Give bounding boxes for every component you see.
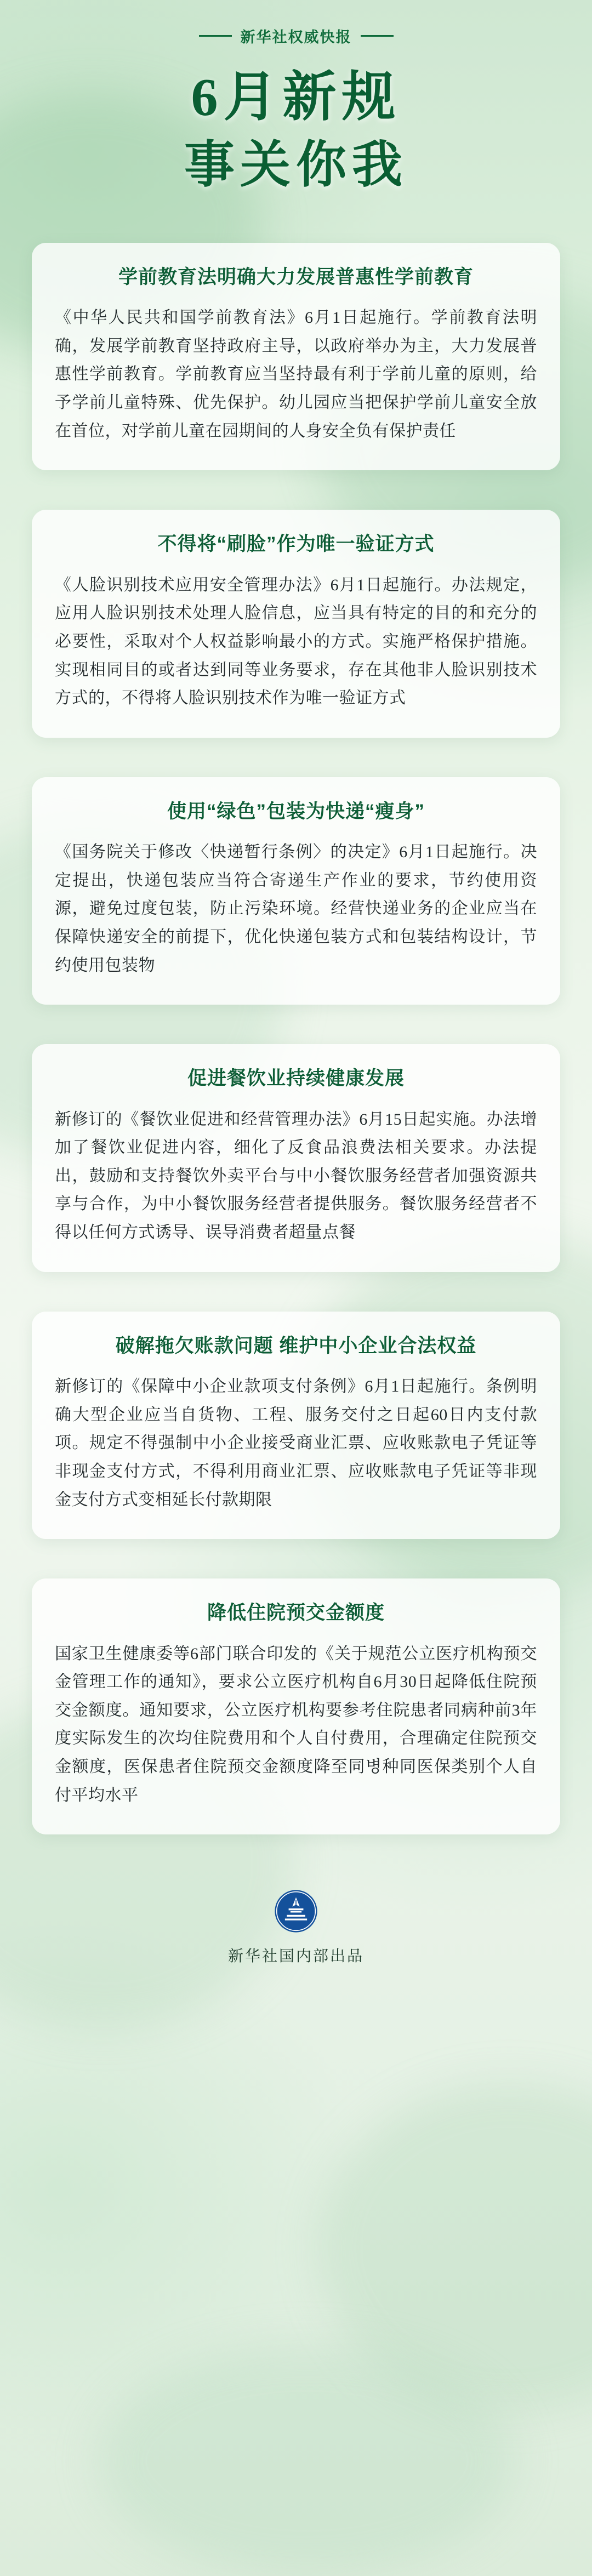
card-body: 《国务院关于修改〈快递暂行条例〉的决定》6月1日起施行。决定提出，快递包装应当符合寄递生产作业的要求，节约使用资源，避免过度包装，防止污染环境。经营快递业务的企业应当在保障快递安全的前提下，优化快递包装方式和包装结构设计，节约使用包装物: [55, 843, 537, 974]
card-title: 学前教育法明确大力发展普惠性学前教育: [118, 266, 474, 288]
card-body: 国家卫生健康委等6部门联合印发的《关于规范公立医疗机构预交金管理工作的通知》，要求公立医疗机构自6月30日起降低住院预交金额度。通知要求，公立医疗机构要参考住院患者同病种前3年度实际发生的次均住院费用和个人自付费用，合理确定住院预交金额度，医保患者住院预交金额度降至同병种同医保类别个人自付平均水平: [55, 1644, 537, 1804]
footer-credit: 新华社国内部出品: [227, 1947, 364, 1965]
card-list: [0, 243, 592, 1834]
page-title: [0, 65, 592, 196]
card-title: 降低住院预交金额度: [207, 1602, 385, 1624]
card-title: 使用“绿色”包装为快递“瘦身”: [167, 800, 425, 822]
title-line-2: 事关你我: [184, 136, 408, 193]
xinhua-emblem-icon: [273, 1888, 319, 1934]
card-title: 破解拖欠账款问题 维护中小企业合法权益: [115, 1335, 477, 1357]
decorative-wash: [318, 2083, 592, 2412]
card-body: 新修订的《保障中小企业款项支付条例》6月1日起施行。条例明确大型企业应当自货物、工程、服务交付之日起60日内支付款项。规定不得强制中小企业接受商业汇票、应收账款电子凭证等非现金支付方式，不得利用商业汇票、应收账款电子凭证等非现金支付方式变相延长付款期限: [55, 1377, 537, 1509]
decorative-wash: [99, 2346, 515, 2576]
policy-card: [32, 1312, 560, 1539]
card-title: 促进餐饮业持续健康发展: [187, 1068, 405, 1090]
kicker-text: 新华社权威快报: [240, 29, 352, 45]
policy-card: [32, 1578, 560, 1834]
dash-right-icon: [361, 35, 394, 37]
card-body: 《中华人民共和国学前教育法》6月1日起施行。学前教育法明确，发展学前教育坚持政府主导，以政府举办为主，大力发展普惠性学前教育。学前教育应当坚持最有利于学前儿童的原则，给予学前儿童特殊、优先保护。幼儿园应当把保护学前儿童安全放在首位，对学前儿童在园期间的人身安全负有保护责任: [55, 309, 537, 440]
policy-card: [32, 510, 560, 737]
card-title: 不得将“刷脸”作为唯一验证方式: [157, 533, 435, 555]
dash-left-icon: [199, 35, 232, 37]
title-line-1: 6月新规: [191, 68, 401, 127]
header-kicker: [0, 0, 592, 47]
card-body: 《人脸识别技术应用安全管理办法》6月1日起施行。办法规定，应用人脸识别技术处理人脸信息，应当具有特定的目的和充分的必要性，采取对个人权益影响最小的方式。实施严格保护措施。实现相同目的或者达到同等业务要求，存在其他非人脸识别技术方式的，不得将人脸识别技术作为唯一验证方式: [55, 575, 537, 708]
policy-card: [32, 243, 560, 470]
card-body: 新修订的《餐饮业促进和经营管理办法》6月15日起实施。办法增加了餐饮业促进内容，细化了反食品浪费法相关要求。办法提出，鼓励和支持餐饮外卖平台与中小餐饮服务经营者加强资源共享与合作，为中小餐饮服务经营者提供服务。餐饮服务经营者不得以任何方式诱导、误导消费者超量点餐: [55, 1110, 537, 1242]
policy-card: [32, 1044, 560, 1272]
footer: [0, 1874, 592, 1966]
policy-card: [32, 777, 560, 1005]
